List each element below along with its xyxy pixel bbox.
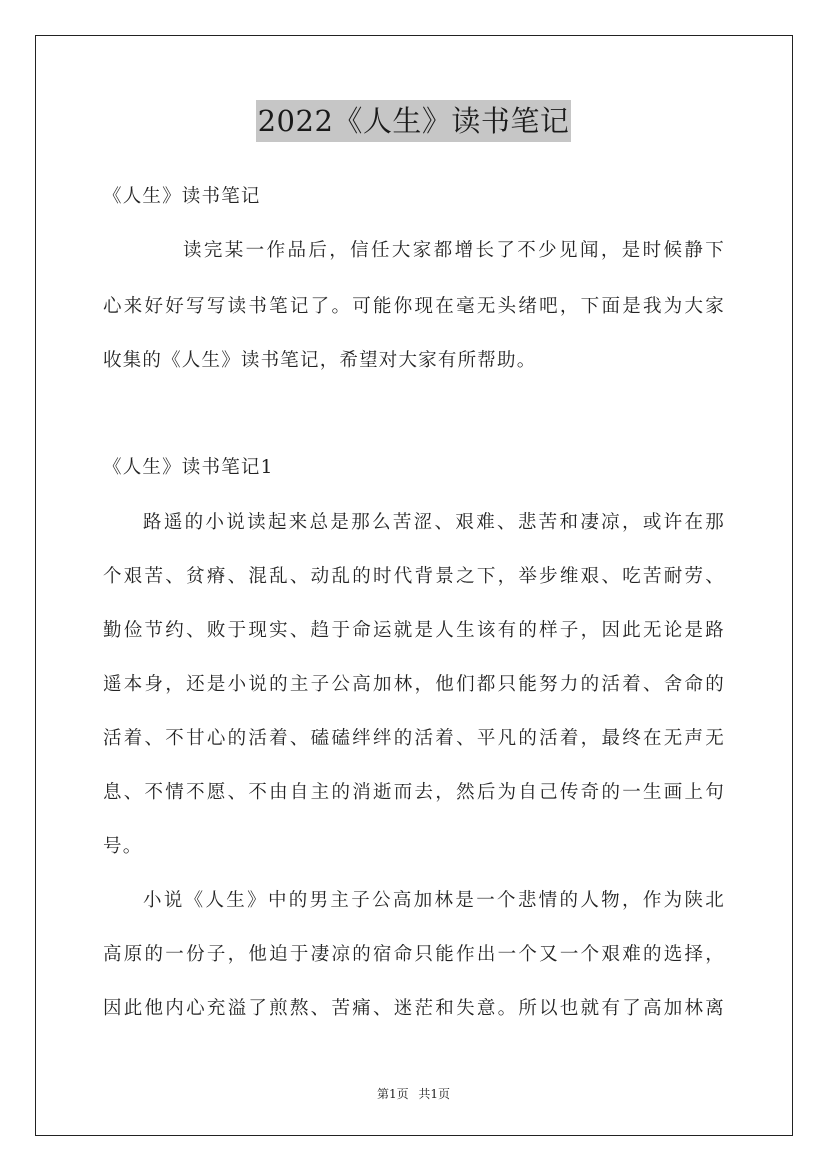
intro-line: 读完某一作品后，信任大家都增长了不少见闻，是时候静下 bbox=[183, 240, 725, 261]
document-title: 2022《人生》读书笔记 bbox=[256, 100, 572, 142]
paragraph-line: 遥本身，还是小说的主子公高加林，他们都只能努力的活着、舍命的 bbox=[103, 674, 725, 695]
paragraph-line: 因此他内心充溢了煎熬、苦痛、迷茫和失意。所以也就有了高加林离 bbox=[103, 998, 725, 1019]
page-total: 共1页 bbox=[418, 1087, 451, 1101]
paragraph-line: 个艰苦、贫瘠、混乱、动乱的时代背景之下，举步维艰、吃苦耐劳、 bbox=[103, 566, 725, 587]
paragraph-line: 路遥的小说读起来总是那么苦涩、艰难、悲苦和凄凉，或许在那 bbox=[143, 512, 725, 533]
section-heading: 《人生》读书笔记1 bbox=[103, 457, 274, 478]
paragraph-line: 勤俭节约、败于现实、趋于命运就是人生该有的样子，因此无论是路 bbox=[103, 620, 725, 641]
title-container bbox=[0, 100, 827, 142]
paragraph-line: 号。 bbox=[103, 836, 143, 857]
paragraph-line: 高原的一份子，他迫于凄凉的宿命只能作出一个又一个艰难的选择， bbox=[103, 944, 725, 965]
paragraph-line: 活着、不甘心的活着、磕磕绊绊的活着、平凡的活着，最终在无声无 bbox=[103, 728, 725, 749]
page-number: 第1页 bbox=[376, 1087, 409, 1101]
intro-line: 收集的《人生》读书笔记，希望对大家有所帮助。 bbox=[103, 350, 537, 371]
page-footer bbox=[0, 1085, 827, 1102]
section-heading: 《人生》读书笔记 bbox=[103, 186, 261, 207]
paragraph-line: 小说《人生》中的男主子公高加林是一个悲情的人物，作为陕北 bbox=[143, 890, 725, 911]
intro-line: 心来好好写写读书笔记了。可能你现在毫无头绪吧，下面是我为大家 bbox=[103, 296, 725, 317]
paragraph-line: 息、不情不愿、不由自主的消逝而去，然后为自己传奇的一生画上句 bbox=[103, 782, 725, 803]
